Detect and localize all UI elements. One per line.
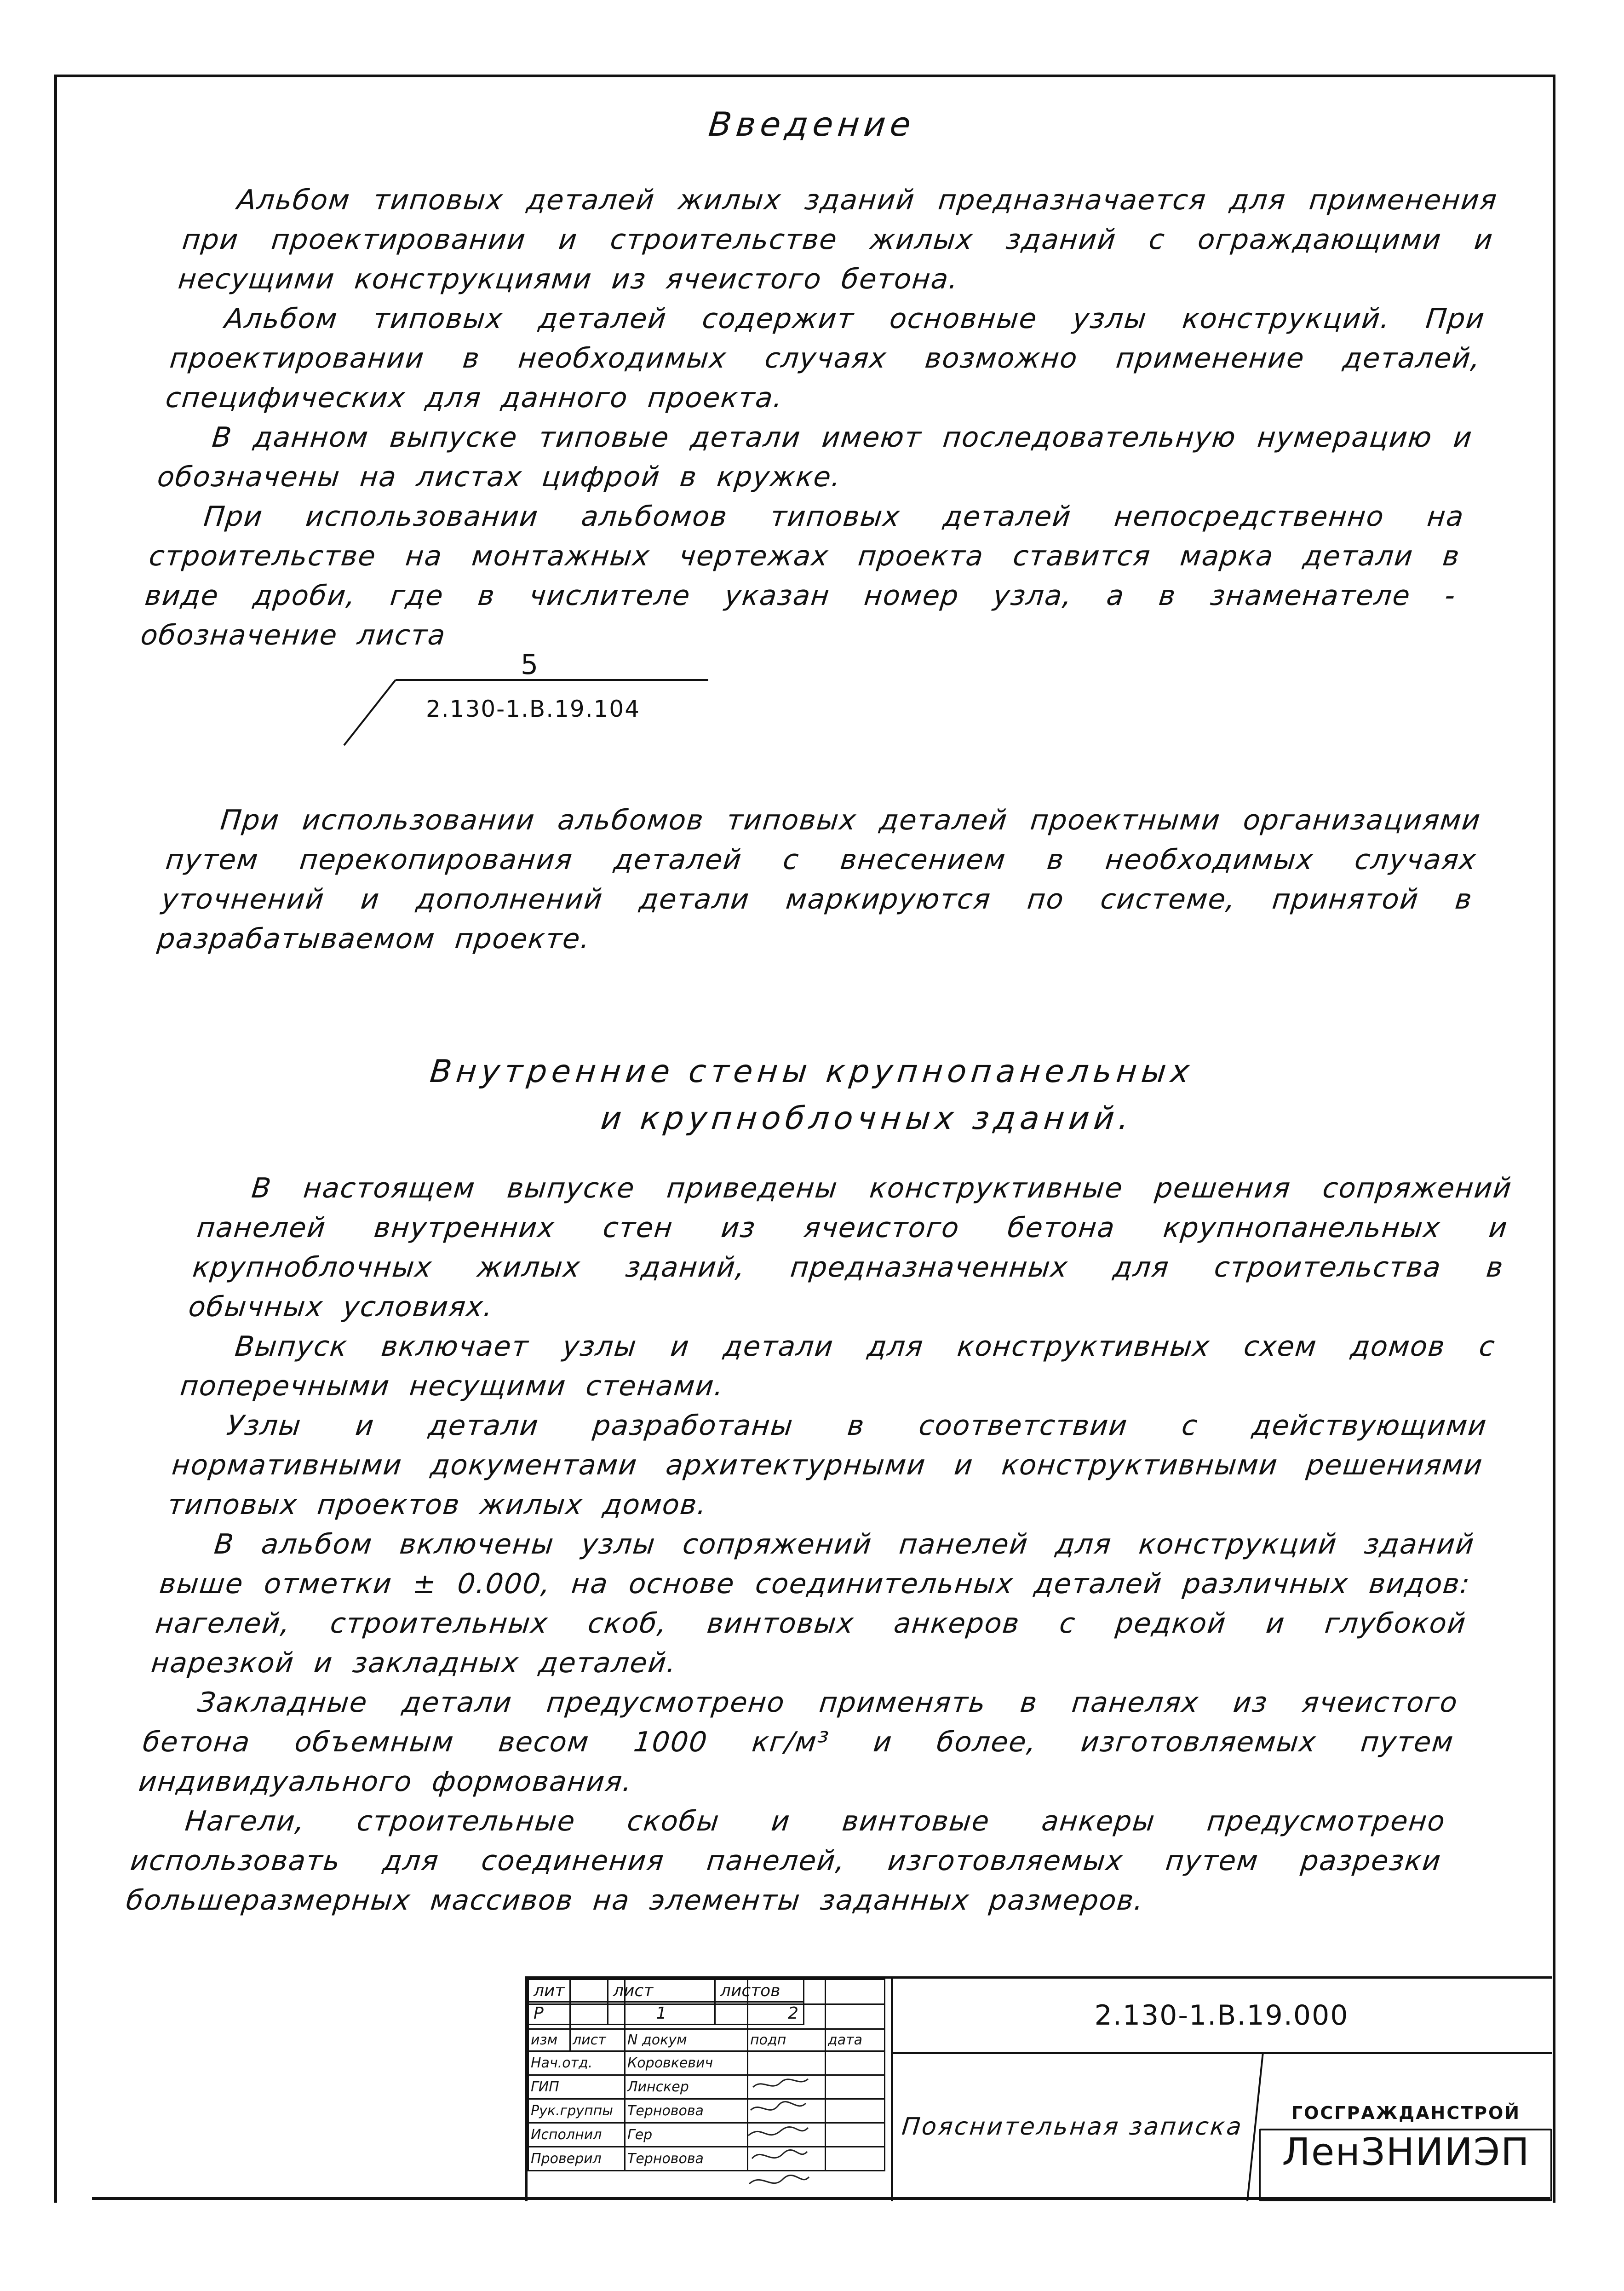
signature-cell	[748, 2051, 826, 2075]
body-text	[124, 1169, 1514, 1920]
lit-label: лит	[528, 1980, 608, 2002]
role-cell: Нач.отд.	[528, 2051, 625, 2075]
intro2-paragraph: При использовании альбомов типовых деталей проектными организациями путем перекопирования деталей с внесением в необходимых случаях уточнений и дополнений детали маркируются по системе, принятой в разрабатываемом проекте.	[155, 804, 1483, 955]
header-list: лист	[570, 2029, 625, 2051]
document-name: Пояснительная записка	[883, 2052, 1264, 2201]
header-doc-number: N докум	[625, 2029, 748, 2051]
handwritten-signatures	[744, 2073, 817, 2200]
body-paragraph: В настоящем выпуске приведены конструктивные решения сопряжений панелей внутренних стен из ячеистого бетона крупнопанельных и крупноблочных жилых зданий, предназначенных для строительства в обычных условиях.	[187, 1172, 1514, 1323]
header-izm: изм	[528, 2029, 570, 2051]
organization-institute: ЛенЗНИИЭП	[1282, 2130, 1530, 2174]
role-cell: ГИП	[528, 2075, 625, 2099]
role-cell: Исполнил	[528, 2123, 625, 2147]
heading-introduction: Введение	[706, 105, 918, 144]
mark-numerator: 5	[521, 649, 539, 681]
body-paragraph: Выпуск включает узлы и детали для конструктивных схем домов с поперечными несущими стенами.	[178, 1330, 1497, 1402]
intro-paragraph: Альбом типовых деталей содержит основные узлы конструкций. При проектировании в необходимых случаях возможно применение деталей, специфических для данного проекта.	[164, 303, 1487, 414]
date-cell	[826, 2099, 885, 2123]
header-date: дата	[826, 2029, 885, 2051]
heading-internal-walls-line2: и крупноблочных зданий.	[599, 1100, 1136, 1137]
name-cell: Терновова	[625, 2147, 748, 2171]
name-cell: Терновова	[625, 2099, 748, 2123]
intro-paragraph: В данном выпуске типовые детали имеют последовательную нумерацию и обозначены на листах цифрой в кружке.	[155, 421, 1475, 493]
sheets-label: листов	[715, 1980, 804, 2002]
role-cell: Проверил	[528, 2147, 625, 2171]
intro-text	[139, 180, 1499, 655]
body-paragraph: В альбом включены узлы сопряжений панелей для конструкций зданий выше отметки ± 0.000, на основе соединительных деталей различных видов: нагелей, строительных скоб, винтовых анкеров с редкой и глубокой нарезкой и закладных деталей.	[149, 1528, 1476, 1679]
lit-value: Р	[528, 2002, 608, 2025]
title-block	[525, 1976, 1552, 2201]
document-code: 2.130-1.В.19.000	[891, 1979, 1552, 2054]
intro-paragraph: При использовании альбомов типовых деталей непосредственно на строительстве на монтажных чертежах проекта ставится марка детали в виде дроби, где в числителе указан номер узла, а в знаменателе - обозначение листа	[139, 501, 1466, 651]
intro2-text	[155, 800, 1483, 959]
sheets-value: 2	[715, 2002, 804, 2025]
name-cell: Коровкевич	[625, 2051, 748, 2075]
organization-name: ГОСГРАЖДАНСТРОЙ	[1291, 2103, 1521, 2123]
role-cell: Рук.группы	[528, 2099, 625, 2123]
body-paragraph: Нагели, строительные скобы и винтовые анкеры предусмотрено использовать для соединения панелей, изготовляемых путем разрезки большеразмерных массивов на элементы заданных размеров.	[124, 1805, 1447, 1917]
date-cell	[826, 2051, 885, 2075]
mark-denominator: 2.130-1.В.19.104	[426, 696, 641, 722]
sheet-label: лист	[608, 1980, 715, 2002]
heading-internal-walls-line1: Внутренние стены крупнопанельных	[428, 1053, 1196, 1090]
sheet-info-table	[528, 1979, 804, 2025]
name-cell: Гер	[625, 2123, 748, 2147]
sheet-value: 1	[608, 2002, 715, 2025]
body-paragraph: Узлы и детали разработаны в соответствии с действующими нормативными документами архитектурными и конструктивными решениями типовых проектов жилых домов.	[166, 1410, 1489, 1521]
intro-paragraph: Альбом типовых деталей жилых зданий предназначается для применения при проектировании и строительстве жилых зданий с ограждающими и несущими конструкциями из ячеистого бетона.	[176, 184, 1499, 295]
body-paragraph: Закладные детали предусмотрено применять в панелях из ячеистого бетона объемным весом 1000 кг/м³ и более, изготовляемых путем индивидуального формования.	[137, 1687, 1460, 1798]
date-cell	[826, 2075, 885, 2099]
date-cell	[826, 2123, 885, 2147]
header-signature: подп	[748, 2029, 826, 2051]
name-cell: Линскер	[625, 2075, 748, 2099]
date-cell	[826, 2147, 885, 2171]
